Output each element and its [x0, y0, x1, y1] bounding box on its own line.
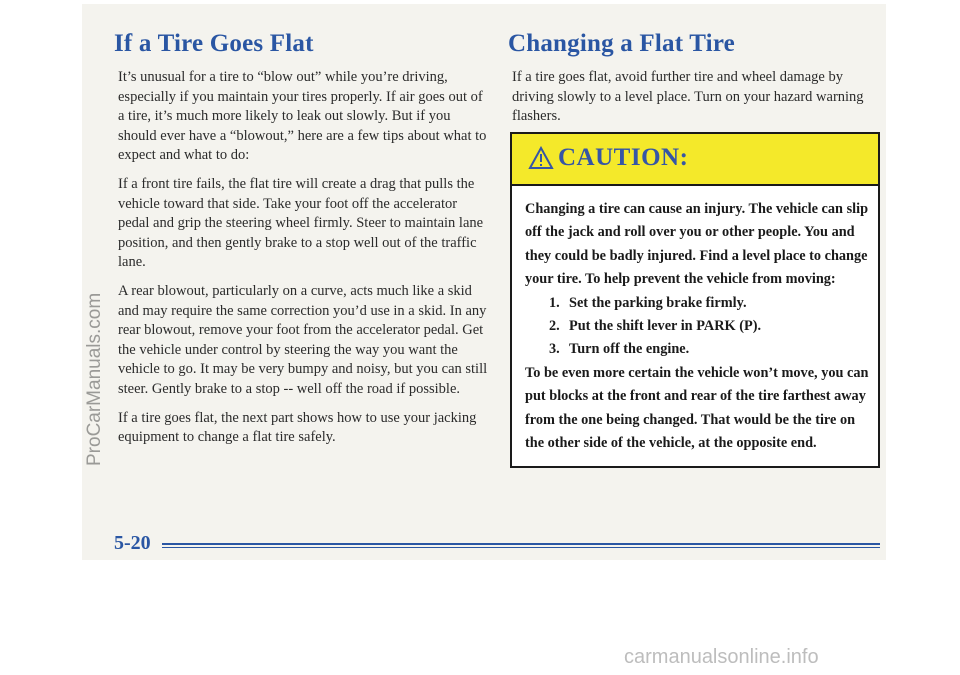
caution-step [549, 292, 870, 315]
footer-rule-thin [162, 547, 880, 548]
caution-step [549, 338, 870, 361]
left-column [114, 30, 490, 457]
paragraph-blowout-intro: It’s unusual for a tire to “blow out” while you’re driving, especially if you maintain your tires properly. If air goes out of a tire, it’s much more likely to leak out slowly. But if you should ever have a “blowout,” here are a few tips about what to expect and what to do: [118, 69, 487, 164]
step-number: 2. [549, 318, 560, 335]
page-footer [114, 532, 880, 556]
caution-header [512, 134, 878, 186]
section-heading-flat-tire: If a Tire Goes Flat [114, 30, 314, 57]
step-text: Turn off the engine. [569, 341, 690, 358]
paragraph-rear-blowout: A rear blowout, particularly on a curve, acts much like a skid and may require the same correction you’d use in a skid. In any rear blowout, remove your foot from the accelerator pedal. Get the vehicle under control by steering the way you want the vehicle to go. It may be very bumpy and noisy, but you can still steer. Gently brake to a stop -- well off the road if possible. [118, 282, 488, 397]
step-number: 1. [549, 294, 560, 311]
footer-rule [162, 543, 880, 545]
caution-outro: To be even more certain the vehicle won’t move, you can put blocks at the front and rear of the tire farthest away from the one being changed. That would be the tire on the other side of the vehicle, at the opposite end. [525, 364, 869, 452]
caution-steps [525, 292, 870, 362]
caution-step [549, 315, 870, 338]
page-number: 5-20 [114, 532, 151, 554]
caution-body [525, 198, 870, 455]
caution-intro: Changing a tire can cause an injury. The vehicle can slip off the jack and roll over you or other people. You and they could be badly injured. Find a level place to change your tire. To help prevent the vehicle from moving: [525, 201, 869, 288]
right-column [508, 30, 884, 136]
caution-title: CAUTION: [558, 144, 689, 171]
step-text: Put the shift lever in PARK (P). [569, 318, 762, 335]
step-text: Set the parking brake firmly. [569, 294, 747, 311]
paragraph-next-part: If a tire goes flat, the next part shows how to use your jacking equipment to change a flat tire safely. [118, 409, 477, 446]
section-heading-changing-tire: Changing a Flat Tire [508, 30, 735, 57]
step-number: 3. [549, 341, 560, 358]
side-watermark: ProCarManuals.com [84, 292, 105, 466]
bottom-watermark: carmanualsonline.info [624, 646, 819, 668]
paragraph-front-tire: If a front tire fails, the flat tire will create a drag that pulls the vehicle toward that side. Take your foot off the accelerator pedal and grip the steering wheel firmly. Steer to maintain lane position, and then gently brake to a stop well out of the traffic lane. [118, 175, 484, 271]
paragraph-changing-intro: If a tire goes flat, avoid further tire and wheel damage by driving slowly to a level place. Turn on your hazard warning flashers. [512, 69, 864, 125]
warning-triangle-icon [528, 146, 554, 170]
caution-box [510, 132, 880, 468]
